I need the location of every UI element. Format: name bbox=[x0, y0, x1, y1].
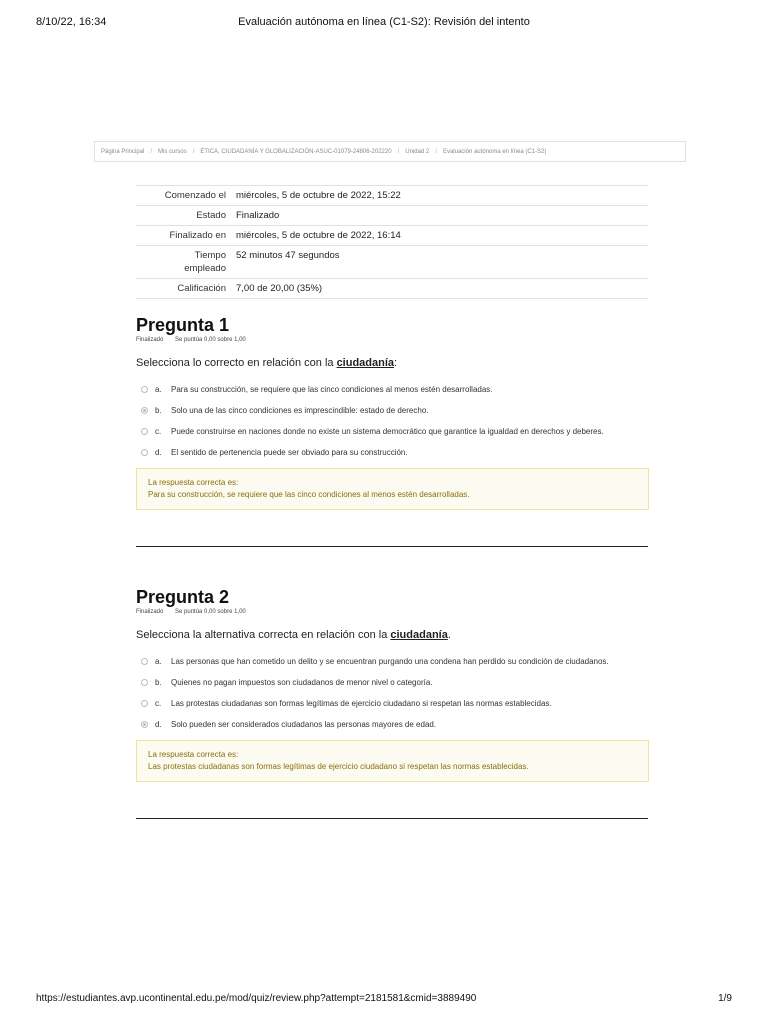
radio-button[interactable] bbox=[141, 386, 148, 393]
question-meta bbox=[136, 608, 649, 616]
question-score: Se puntúa 0,00 sobre 1,00 bbox=[175, 337, 246, 343]
question-text bbox=[136, 356, 649, 370]
summary-time-value: 52 minutos 47 segundos bbox=[232, 246, 648, 279]
breadcrumb-separator: / bbox=[150, 148, 153, 155]
answer-option-c[interactable] bbox=[136, 426, 649, 438]
feedback-answer: Las protestas ciudadanas son formas legítimas de ejercicio ciudadano si respetan las normas establecidas. bbox=[148, 762, 529, 771]
radio-button[interactable] bbox=[141, 449, 148, 456]
answer-options bbox=[136, 384, 649, 459]
feedback-label: La respuesta correcta es: bbox=[148, 478, 239, 487]
option-text: Solo pueden ser considerados ciudadanos las personas mayores de edad. bbox=[171, 720, 437, 729]
question-state: Finalizado bbox=[136, 337, 164, 343]
question-title: Pregunta 2 bbox=[136, 587, 230, 607]
question-text bbox=[136, 628, 649, 642]
print-page-number: 1/9 bbox=[718, 993, 732, 1004]
option-letter: a. bbox=[155, 657, 162, 666]
option-text: Solo una de las cinco condiciones es imprescindible: estado de derecho. bbox=[171, 406, 429, 415]
breadcrumb-separator: / bbox=[397, 148, 400, 155]
question-title: Pregunta 1 bbox=[136, 315, 230, 335]
breadcrumb-unit[interactable]: Unidad 2 bbox=[405, 148, 430, 155]
answer-option-a[interactable] bbox=[136, 656, 649, 668]
option-letter: b. bbox=[155, 678, 162, 687]
summary-row-time bbox=[136, 246, 648, 279]
question-text-before: Selecciona la alternativa correcta en relación con la bbox=[136, 629, 391, 641]
attempt-summary-table bbox=[136, 185, 648, 299]
summary-finished-label: Finalizado en bbox=[136, 226, 232, 246]
radio-button[interactable] bbox=[141, 658, 148, 665]
summary-finished-value: miércoles, 5 de octubre de 2022, 16:14 bbox=[232, 226, 648, 246]
summary-grade-value: 7,00 de 20,00 (35%) bbox=[232, 279, 648, 299]
question-score: Se puntúa 0,00 sobre 1,00 bbox=[175, 609, 246, 615]
print-date: 8/10/22, 16:34 bbox=[36, 16, 107, 28]
option-text: Las personas que han cometido un delito y se encuentran purgando una condena han perdido su condición de ciudadanos. bbox=[171, 657, 609, 666]
summary-row-state bbox=[136, 206, 648, 226]
option-letter: d. bbox=[155, 720, 162, 729]
option-letter: c. bbox=[155, 699, 162, 708]
feedback-label: La respuesta correcta es: bbox=[148, 750, 239, 759]
feedback-answer: Para su construcción, se requiere que las cinco condiciones al menos estén desarrolladas. bbox=[148, 490, 470, 499]
breadcrumb-quiz[interactable]: Evaluación autónoma en línea (C1-S2) bbox=[442, 148, 547, 155]
question-1 bbox=[136, 314, 649, 510]
breadcrumb-course[interactable]: ÉTICA, CIUDADANÍA Y GLOBALIZACIÓN-ASUC-01079-24806-202220 bbox=[200, 148, 392, 155]
option-letter: d. bbox=[155, 448, 162, 457]
breadcrumb bbox=[94, 141, 686, 162]
breadcrumb-separator: / bbox=[435, 148, 437, 155]
question-keyword-link[interactable]: ciudadanía bbox=[390, 629, 448, 641]
option-text: Puede construirse en naciones donde no existe un sistema democrático que garantice la igualdad en derechos y deberes. bbox=[171, 427, 604, 436]
breadcrumb-separator: / bbox=[192, 148, 195, 155]
summary-row-grade bbox=[136, 279, 648, 299]
summary-row-started bbox=[136, 186, 648, 206]
answer-option-a[interactable] bbox=[136, 384, 649, 396]
print-header bbox=[36, 16, 732, 32]
radio-button[interactable] bbox=[141, 700, 148, 707]
summary-grade-label: Calificación bbox=[136, 279, 232, 299]
question-2 bbox=[136, 586, 649, 782]
answer-option-d[interactable] bbox=[136, 719, 649, 731]
summary-state-label: Estado bbox=[136, 206, 232, 226]
answer-option-b[interactable] bbox=[136, 405, 649, 417]
option-text: Quienes no pagan impuestos son ciudadanos de menor nivel o categoría. bbox=[171, 678, 433, 687]
option-text: Para su construcción, se requiere que las cinco condiciones al menos estén desarrolladas. bbox=[171, 385, 493, 394]
breadcrumb-my-courses[interactable]: Mis cursos bbox=[158, 148, 187, 155]
print-url: https://estudiantes.avp.ucontinental.edu.pe/mod/quiz/review.php?attempt=2181581&cmid=3889490 bbox=[36, 993, 477, 1004]
option-text: El sentido de pertenencia puede ser obviado para su construcción. bbox=[171, 448, 408, 457]
correct-answer-feedback bbox=[136, 468, 649, 510]
answer-options bbox=[136, 656, 649, 731]
radio-button[interactable] bbox=[141, 428, 148, 435]
breadcrumb-home[interactable]: Página Principal bbox=[101, 148, 145, 155]
question-meta bbox=[136, 336, 649, 344]
correct-answer-feedback bbox=[136, 740, 649, 782]
radio-button[interactable] bbox=[141, 679, 148, 686]
print-page-title: Evaluación autónoma en línea (C1-S2): Revisión del intento bbox=[238, 16, 530, 28]
summary-state-value: Finalizado bbox=[232, 206, 648, 226]
answer-option-d[interactable] bbox=[136, 447, 649, 459]
radio-button-selected[interactable] bbox=[141, 721, 148, 728]
option-letter: b. bbox=[155, 406, 162, 415]
option-letter: a. bbox=[155, 385, 162, 394]
radio-button-selected[interactable] bbox=[141, 407, 148, 414]
answer-option-c[interactable] bbox=[136, 698, 649, 710]
question-state: Finalizado bbox=[136, 609, 164, 615]
summary-started-value: miércoles, 5 de octubre de 2022, 15:22 bbox=[232, 186, 648, 206]
question-divider bbox=[136, 546, 648, 547]
question-text-after: . bbox=[447, 629, 451, 641]
option-text: Las protestas ciudadanas son formas legítimas de ejercicio ciudadano si respetan las normas establecidas. bbox=[171, 699, 552, 708]
question-keyword-link[interactable]: ciudadanía bbox=[336, 357, 395, 369]
option-letter: c. bbox=[155, 427, 162, 436]
question-divider bbox=[136, 818, 648, 819]
question-text-after: : bbox=[394, 357, 398, 369]
answer-option-b[interactable] bbox=[136, 677, 649, 689]
question-text-before: Selecciona lo correcto en relación con la bbox=[136, 357, 337, 369]
summary-started-label: Comenzado el bbox=[136, 186, 232, 206]
summary-row-finished bbox=[136, 226, 648, 246]
summary-time-label: Tiempo empleado bbox=[184, 250, 226, 274]
